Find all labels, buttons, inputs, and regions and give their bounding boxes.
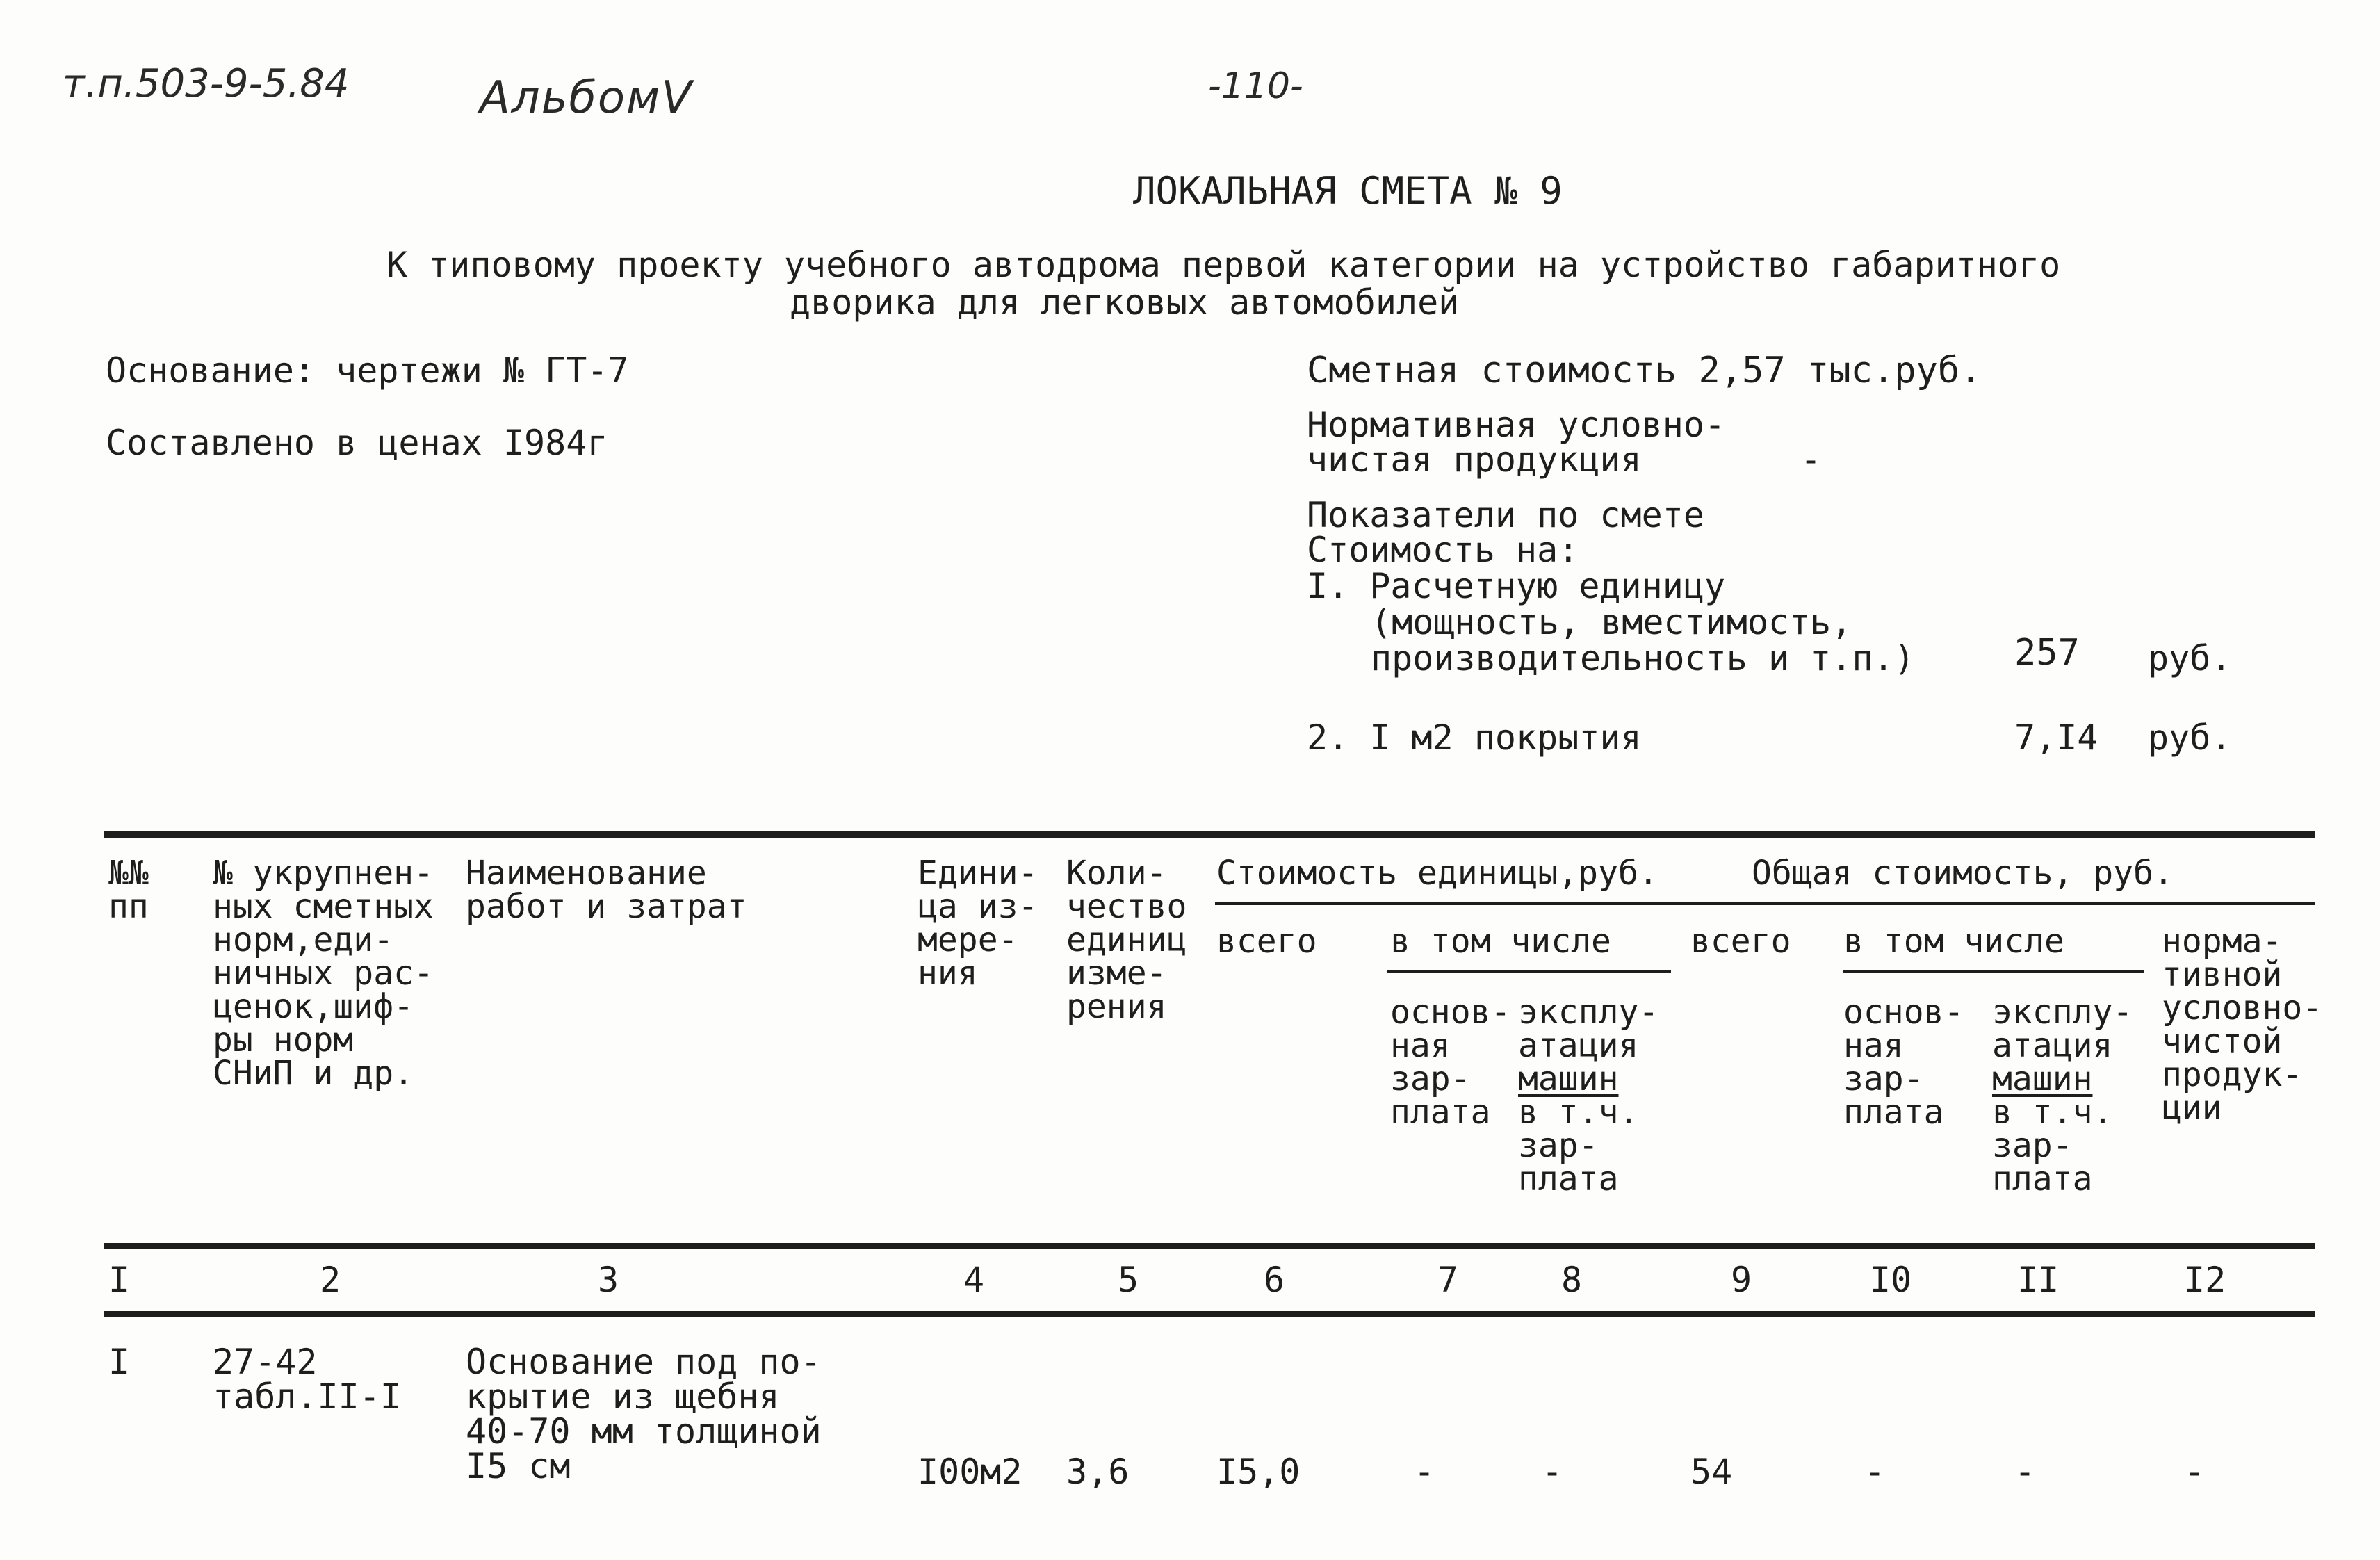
row-unit-total: I5,0 [1216,1452,1301,1492]
normative-label-line2: чистая продукция [1307,439,1642,480]
colnum-bottom-rule [104,1311,2315,1317]
colnum-9: 9 [1731,1260,1752,1300]
colnum-3: 3 [598,1260,619,1300]
header-col-7: основ- ная зар- плата [1390,993,1511,1132]
row-total: 54 [1690,1452,1733,1492]
header-unit-cost-group: Стоимость единицы,руб. [1216,854,1658,893]
header-col-12: норма- тивной условно- чистой продук- ции [2162,922,2323,1128]
table-top-rule [104,831,2315,838]
header-col-5: Коли- чество единиц изме- рения [1066,854,1187,1026]
row-number: I [108,1342,130,1382]
colnum-5: 5 [1118,1260,1139,1300]
unit-cost-label-line1: I. Расчетную единицу [1307,566,1726,606]
header-col-3: Наименование работ и затрат [466,854,747,926]
unit-cost-label-line3: производительность и т.п.) [1371,638,1915,679]
row-code: 27-42 табл.II-I [213,1342,401,1417]
row-work-name: Основание под по- крытие из щебня 40-70 мм толщиной I5 см [466,1342,822,1486]
header-col-11c: в т.ч. зар- плата [1992,1093,2113,1199]
unit-cost-value: 257 [2014,632,2080,674]
header-col-9: всего [1690,922,1791,961]
document-title: ЛОКАЛЬНАЯ СМЕТА № 9 [1133,169,1563,213]
album-label: АльбомV [480,72,694,124]
row-unit-machine: - [1542,1452,1563,1492]
incl-rule-total [1843,970,2144,973]
unit-cost-label-line2: (мощность, вместимость, [1371,602,1852,642]
document-subtitle-line1: К типовому проекту учебного автодрома первой категории на устройство габаритного [386,245,2061,285]
row-total-machine: - [2014,1452,2036,1492]
m2-cost-label: 2. I м2 покрытия [1307,717,1642,758]
m2-cost-value: 7,I4 [2014,717,2098,758]
header-col-4: Едини- ца из- мере- ния [918,854,1038,993]
incl-rule-unit [1387,970,1671,973]
row-quantity: 3,6 [1066,1452,1130,1492]
header-unit-incl: в том числе [1390,922,1611,961]
colnum-12: I2 [2184,1260,2226,1300]
normative-value: - [1800,439,1822,480]
colnum-2: 2 [320,1260,341,1300]
page-number: -110- [1208,65,1303,107]
colnum-10: I0 [1870,1260,1912,1300]
header-col-2: № укрупнен- ных сметных норм,еди- ничных рас- ценок,шиф- ры норм СНиП и др. [213,854,434,1093]
unit-cost-currency: руб. [2148,638,2232,679]
m2-cost-currency: руб. [2148,717,2232,758]
header-col-6: всего [1216,922,1317,961]
header-col-1: №№ пп [108,854,149,926]
header-col-11a: эксплу- атация [1992,993,2133,1065]
row-normative: - [2184,1452,2206,1492]
colnum-6: 6 [1264,1260,1285,1300]
row-unit: I00м2 [918,1452,1022,1492]
header-col-11b: машин [1992,1059,2093,1098]
header-col-10: основ- ная зар- плата [1843,993,1964,1132]
header-col-8b: машин [1518,1059,1619,1098]
basis-prices: Составлено в ценах I984г [106,423,608,463]
indicators-heading: Показатели по смете [1307,495,1704,535]
indicators-cost-on: Стоимость на: [1307,530,1579,570]
header-col-8c: в т.ч. зар- плата [1518,1093,1639,1199]
colnum-7: 7 [1437,1260,1459,1300]
colnum-11: II [2017,1260,2060,1300]
header-total-incl: в том числе [1843,922,2064,961]
row-total-wage: - [1864,1452,1886,1492]
document-subtitle-line2: дворика для легковых автомобилей [790,282,1460,323]
estimated-cost: Сметная стоимость 2,57 тыс.руб. [1307,350,1982,391]
header-col-8a: эксплу- атация [1518,993,1659,1065]
normative-label-line1: Нормативная условно- [1307,405,1726,445]
basis-drawings: Основание: чертежи № ГТ-7 [106,350,629,391]
header-total-cost-group: Общая стоимость, руб. [1752,854,2174,893]
colnum-1: I [108,1260,130,1300]
doc-code: т.п.503-9-5.84 [63,61,350,106]
colnum-8: 8 [1561,1260,1583,1300]
colnum-4: 4 [963,1260,985,1300]
group-rule-unit-cost [1215,902,2315,905]
header-bottom-rule [104,1243,2315,1249]
row-unit-wage: - [1414,1452,1435,1492]
